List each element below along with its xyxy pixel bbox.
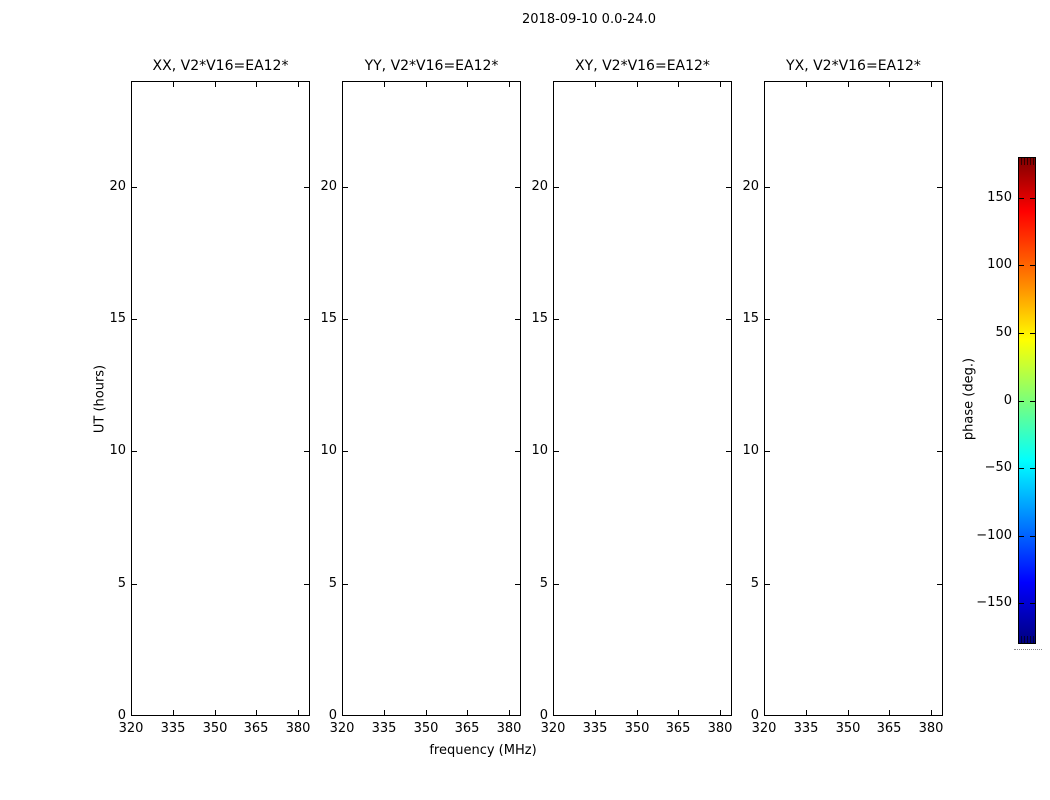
y-axis-label: UT (hours) <box>92 364 108 434</box>
y-tick <box>132 584 137 585</box>
subplot-panel <box>342 81 521 716</box>
x-tick <box>806 82 807 87</box>
figure-title: 2018-09-10 0.0-24.0 <box>522 12 656 27</box>
y-tick <box>343 187 348 188</box>
x-tick <box>426 82 427 87</box>
colorbar-edge-hatch <box>1027 636 1028 643</box>
y-tick-label: 10 <box>742 443 759 458</box>
y-tick <box>765 319 770 320</box>
x-tick <box>256 82 257 87</box>
y-tick-label: 5 <box>328 576 337 591</box>
x-tick <box>848 710 849 715</box>
x-tick <box>595 82 596 87</box>
x-tick <box>931 82 932 87</box>
x-tick-label: 365 <box>454 721 480 736</box>
colorbar-edge-hatch <box>1021 158 1022 165</box>
y-tick <box>554 584 559 585</box>
x-tick <box>764 82 765 87</box>
y-tick-label: 10 <box>320 443 337 458</box>
x-tick <box>931 710 932 715</box>
y-tick-label: 0 <box>750 708 759 723</box>
colorbar-edge-hatch <box>1030 158 1031 165</box>
y-tick <box>343 584 348 585</box>
subplot-panel <box>553 81 732 716</box>
colorbar-tick-label: −50 <box>984 460 1012 475</box>
x-tick <box>720 82 721 87</box>
x-tick-label: 380 <box>918 721 944 736</box>
x-tick <box>215 82 216 87</box>
y-tick <box>554 319 559 320</box>
y-tick <box>554 451 559 452</box>
x-tick-label: 350 <box>835 721 861 736</box>
y-tick-label: 0 <box>539 708 548 723</box>
y-tick <box>343 319 348 320</box>
x-tick-label: 335 <box>371 721 397 736</box>
colorbar-label: phase (deg.) <box>961 357 977 441</box>
y-tick <box>132 187 137 188</box>
colorbar-tick <box>1019 401 1024 402</box>
colorbar-tick-label: −150 <box>976 595 1012 610</box>
y-tick-label: 15 <box>320 311 337 326</box>
x-tick-label: 380 <box>285 721 311 736</box>
x-tick <box>467 710 468 715</box>
colorbar-tick-label: 50 <box>995 325 1012 340</box>
x-tick <box>889 82 890 87</box>
x-tick-label: 335 <box>582 721 608 736</box>
x-tick-label: 320 <box>540 721 566 736</box>
colorbar-tick <box>1030 198 1035 199</box>
y-tick-label: 5 <box>750 576 759 591</box>
y-tick <box>132 451 137 452</box>
subplot-title: XX, V2*V16=EA12* <box>152 58 289 74</box>
x-tick-label: 350 <box>624 721 650 736</box>
x-tick <box>467 82 468 87</box>
colorbar-edge-hatch <box>1024 158 1025 165</box>
x-tick-label: 350 <box>202 721 228 736</box>
x-tick <box>678 82 679 87</box>
y-tick-label: 5 <box>539 576 548 591</box>
colorbar-edge-hatch <box>1033 636 1034 643</box>
x-tick-label: 380 <box>496 721 522 736</box>
colorbar-tick <box>1030 333 1035 334</box>
colorbar-tick <box>1019 265 1024 266</box>
colorbar-tick <box>1030 401 1035 402</box>
x-tick <box>342 82 343 87</box>
y-tick-label: 15 <box>742 311 759 326</box>
y-tick <box>132 715 137 716</box>
colorbar-edge-hatch <box>1024 636 1025 643</box>
y-tick-label: 5 <box>117 576 126 591</box>
subplot-title: YY, V2*V16=EA12* <box>364 58 499 74</box>
colorbar-bottom-dotted-line <box>1014 649 1042 650</box>
colorbar-edge-hatch <box>1021 636 1022 643</box>
x-tick <box>131 82 132 87</box>
colorbar-tick <box>1019 536 1024 537</box>
y-tick-label: 20 <box>109 179 126 194</box>
colorbar-tick <box>1019 603 1024 604</box>
y-tick-label: 15 <box>109 311 126 326</box>
colorbar-tick-label: −100 <box>976 528 1012 543</box>
y-tick-label: 20 <box>531 179 548 194</box>
colorbar-tick-label: 0 <box>1003 393 1012 408</box>
colorbar-tick <box>1030 265 1035 266</box>
y-tick-label: 10 <box>531 443 548 458</box>
y-tick <box>765 187 770 188</box>
colorbar-tick <box>1019 333 1024 334</box>
x-tick <box>384 710 385 715</box>
x-tick <box>806 710 807 715</box>
y-tick-label: 10 <box>109 443 126 458</box>
y-tick <box>765 451 770 452</box>
y-tick <box>937 187 942 188</box>
x-tick <box>384 82 385 87</box>
subplot-title: XY, V2*V16=EA12* <box>575 58 710 74</box>
y-tick-label: 15 <box>531 311 548 326</box>
y-tick <box>554 715 559 716</box>
y-tick-label: 0 <box>328 708 337 723</box>
x-tick <box>215 710 216 715</box>
x-tick-label: 335 <box>793 721 819 736</box>
y-tick-label: 20 <box>742 179 759 194</box>
x-tick <box>637 710 638 715</box>
x-tick <box>848 82 849 87</box>
colorbar-edge-hatch <box>1027 158 1028 165</box>
y-tick <box>937 319 942 320</box>
colorbar-edge-hatch <box>1030 636 1031 643</box>
x-tick <box>637 82 638 87</box>
x-tick-label: 350 <box>413 721 439 736</box>
subplot-panel <box>131 81 310 716</box>
colorbar-tick <box>1019 468 1024 469</box>
y-tick <box>937 715 942 716</box>
y-tick-label: 20 <box>320 179 337 194</box>
colorbar-tick <box>1019 198 1024 199</box>
x-tick <box>509 82 510 87</box>
x-tick <box>256 710 257 715</box>
y-tick-label: 0 <box>117 708 126 723</box>
x-tick-label: 365 <box>876 721 902 736</box>
x-tick-label: 365 <box>243 721 269 736</box>
x-tick-label: 335 <box>160 721 186 736</box>
x-tick <box>595 710 596 715</box>
y-tick <box>765 715 770 716</box>
subplot-title: YX, V2*V16=EA12* <box>786 58 921 74</box>
y-tick <box>765 584 770 585</box>
y-tick <box>937 584 942 585</box>
x-tick <box>173 710 174 715</box>
x-tick <box>173 82 174 87</box>
x-tick-label: 320 <box>329 721 355 736</box>
colorbar-tick <box>1030 536 1035 537</box>
x-tick-label: 380 <box>707 721 733 736</box>
y-tick <box>937 451 942 452</box>
y-tick <box>343 451 348 452</box>
x-tick <box>889 710 890 715</box>
x-tick <box>678 710 679 715</box>
colorbar-edge-hatch <box>1033 158 1034 165</box>
colorbar-tick-label: 150 <box>987 190 1012 205</box>
x-tick-label: 320 <box>751 721 777 736</box>
colorbar-tick <box>1030 468 1035 469</box>
y-tick <box>343 715 348 716</box>
x-axis-label: frequency (MHz) <box>429 743 537 758</box>
y-tick <box>132 319 137 320</box>
x-tick-label: 320 <box>118 721 144 736</box>
x-tick-label: 365 <box>665 721 691 736</box>
x-tick <box>553 82 554 87</box>
colorbar-tick-label: 100 <box>987 257 1012 272</box>
y-tick <box>554 187 559 188</box>
colorbar-tick <box>1030 603 1035 604</box>
subplot-panel <box>764 81 943 716</box>
x-tick <box>298 82 299 87</box>
x-tick <box>426 710 427 715</box>
